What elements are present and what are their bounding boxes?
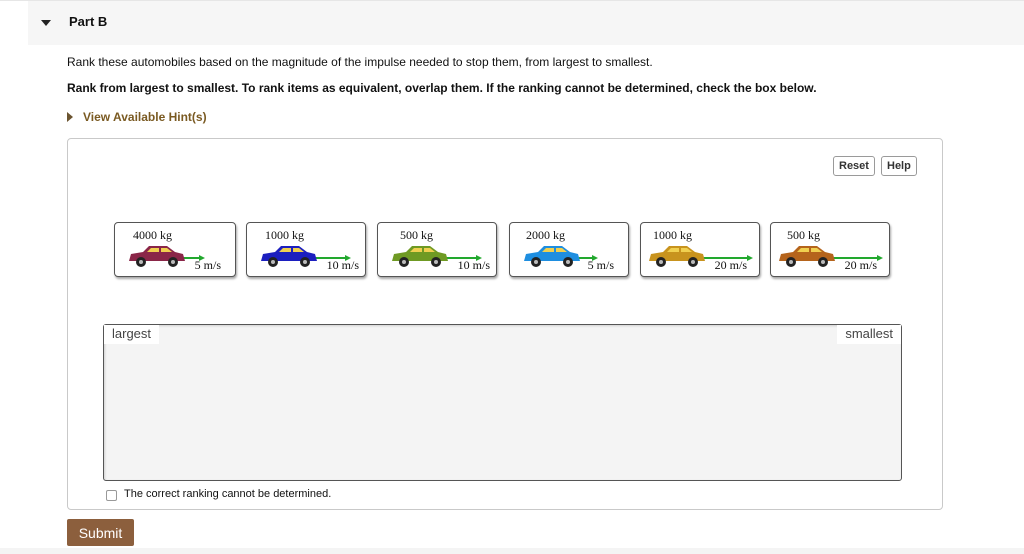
- car-mass: 500 kg: [787, 228, 820, 242]
- car-tile-3[interactable]: [377, 222, 497, 277]
- car-mass: 4000 kg: [133, 228, 172, 242]
- part-header[interactable]: [28, 1, 1024, 45]
- cannot-determine-checkbox[interactable]: [106, 490, 117, 501]
- car-tile-1[interactable]: [114, 222, 236, 277]
- car-mass: 1000 kg: [265, 228, 304, 242]
- part-title: Part B: [69, 14, 108, 29]
- car-tile-4[interactable]: [509, 222, 629, 277]
- car-tile-2[interactable]: [246, 222, 366, 277]
- instruction-text: Rank from largest to smallest. To rank items as equivalent, overlap them. If the ranking cannot be determined, check the box below.: [67, 81, 817, 95]
- car-speed: 5 m/s: [194, 258, 221, 272]
- car-speed: 20 m/s: [714, 258, 747, 272]
- page-footer-band: [0, 548, 1024, 554]
- car-tile-6[interactable]: [770, 222, 890, 277]
- submit-button[interactable]: Submit: [67, 519, 134, 546]
- car-tile-5[interactable]: [640, 222, 760, 277]
- car-speed: 10 m/s: [326, 258, 359, 272]
- car-mass: 1000 kg: [653, 228, 692, 242]
- view-hints-link[interactable]: [67, 110, 207, 124]
- collapse-caret-icon[interactable]: [41, 20, 51, 26]
- cannot-determine-row[interactable]: [106, 488, 331, 502]
- car-mass: 2000 kg: [526, 228, 565, 242]
- car-speed: 10 m/s: [457, 258, 490, 272]
- view-hints-label: View Available Hint(s): [83, 110, 207, 124]
- largest-label: largest: [104, 325, 159, 344]
- help-button[interactable]: Help: [881, 156, 917, 176]
- question-text: Rank these automobiles based on the magnitude of the impulse needed to stop them, from largest to smallest.: [67, 55, 653, 69]
- ranking-panel: [67, 138, 943, 510]
- car-speed: 20 m/s: [844, 258, 877, 272]
- car-speed: 5 m/s: [587, 258, 614, 272]
- reset-button[interactable]: Reset: [833, 156, 875, 176]
- ranking-drop-zone[interactable]: [103, 324, 902, 481]
- smallest-label: smallest: [837, 325, 901, 344]
- caret-right-icon: [67, 112, 73, 122]
- car-mass: 500 kg: [400, 228, 433, 242]
- cannot-determine-label: The correct ranking cannot be determined.: [124, 488, 332, 500]
